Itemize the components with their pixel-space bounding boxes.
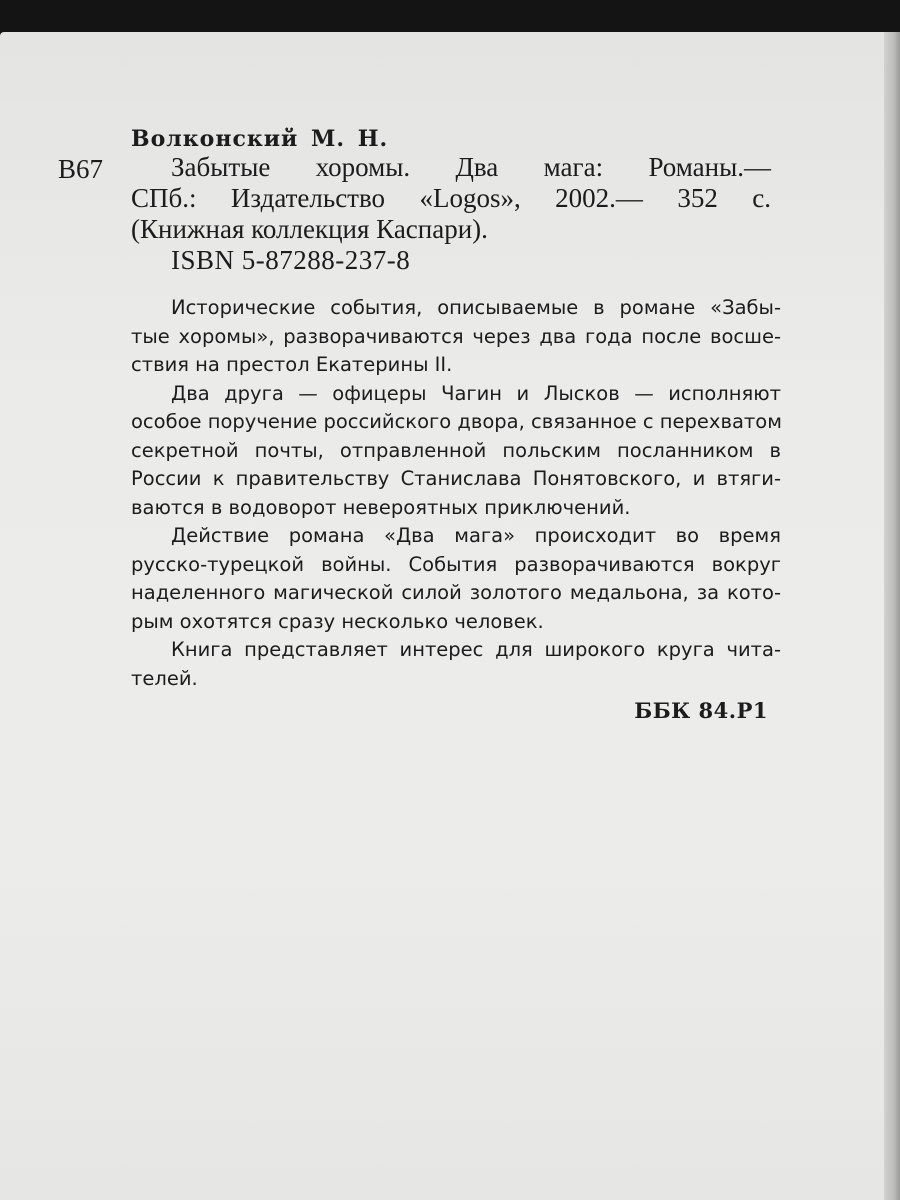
annotation bbox=[131, 294, 781, 693]
book-page bbox=[0, 32, 884, 1200]
isbn: ISBN 5-87288-237-8 bbox=[171, 245, 411, 275]
annotation-line: ствия на престол Екатерины II. bbox=[131, 353, 453, 376]
biblio-line: Забытые хоромы. Два мага: Романы.— bbox=[171, 152, 771, 182]
bbk-classification: ББК 84.Р1 bbox=[634, 698, 768, 723]
annotation-line: России к правительству Станислава Понятовского, и втяги- bbox=[131, 467, 781, 490]
annotation-line: телей. bbox=[131, 666, 198, 690]
annotation-line: русско-турецкой войны. События разворачиваются вокруг bbox=[131, 552, 781, 576]
biblio-line: (Книжная коллекция Каспари). bbox=[131, 214, 488, 244]
annotation-line: рым охотятся сразу несколько человек. bbox=[131, 609, 544, 633]
catalog-code: В67 bbox=[58, 154, 104, 184]
page-edge-shadow bbox=[884, 32, 900, 1200]
page-content bbox=[0, 32, 884, 1200]
annotation-line: Два друга — офицеры Чагин и Лысков — исполняют bbox=[171, 381, 781, 405]
biblio-line: СПб.: Издательство «Logos», 2002.— 352 с. bbox=[131, 183, 771, 213]
annotation-line: особое поручение российского двора, связанное с перехватом bbox=[131, 410, 782, 433]
annotation-line: секретной почты, отправленной польским посланником в bbox=[131, 438, 781, 462]
annotation-line: Действие романа «Два мага» происходит во время bbox=[171, 524, 781, 547]
bibliographic-record bbox=[131, 152, 771, 245]
annotation-line: Книга представляет интерес для широкого круга чита- bbox=[171, 638, 781, 661]
author-heading: Волконский М. Н. bbox=[131, 126, 389, 152]
annotation-line: наделенного магической силой золотого медальона, за кото- bbox=[131, 581, 781, 604]
annotation-line: ваются в водоворот невероятных приключений. bbox=[131, 495, 631, 519]
annotation-line: тые хоромы», разворачиваются через два года после восше- bbox=[131, 324, 781, 348]
annotation-line: Исторические события, описываемые в романе «Забы- bbox=[171, 296, 781, 319]
